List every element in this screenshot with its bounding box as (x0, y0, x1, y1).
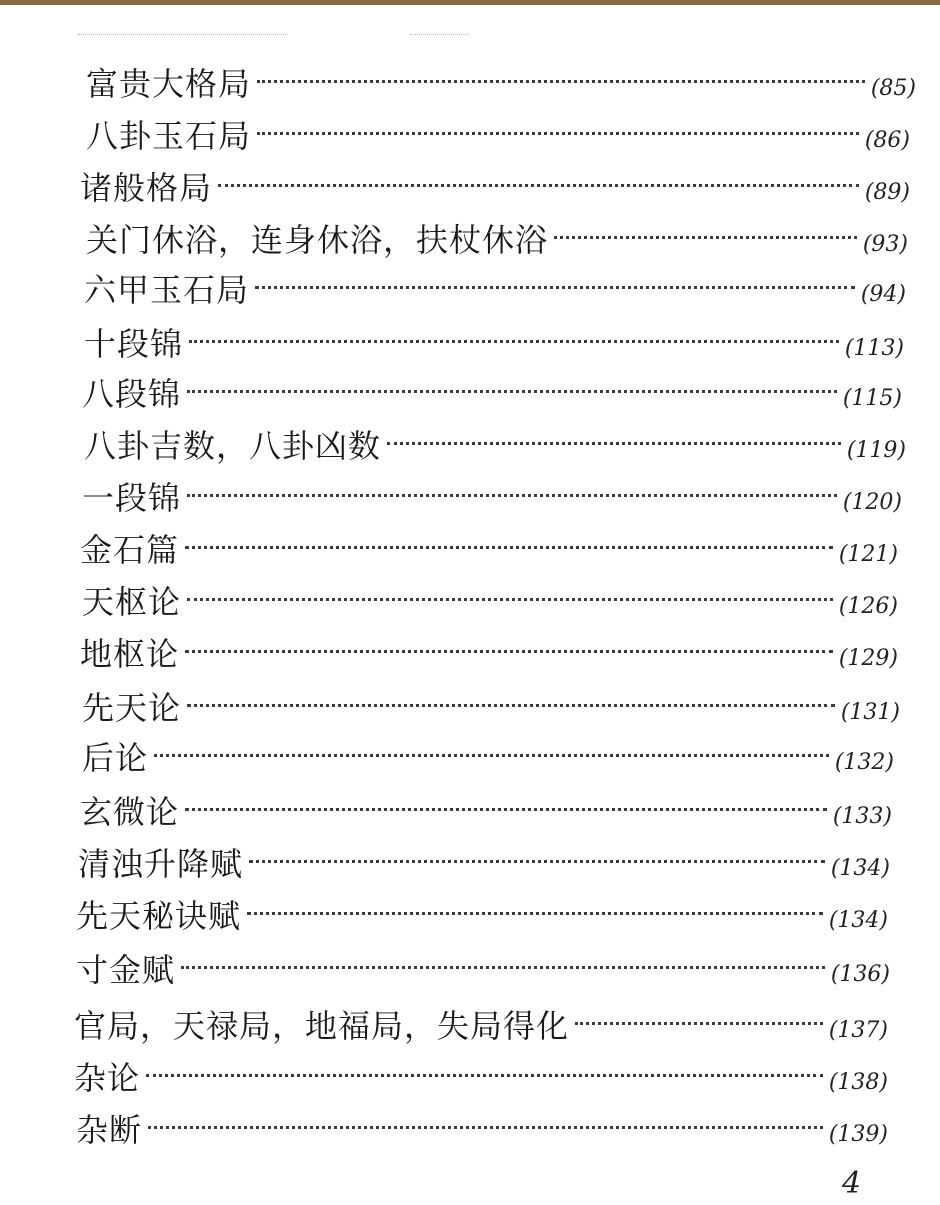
dotted-leader (247, 912, 823, 915)
toc-entry-page: (93) (862, 232, 908, 257)
dotted-leader (185, 546, 833, 549)
dotted-leader (554, 236, 857, 239)
page-number: 4 (842, 1166, 862, 1201)
toc-entry-title: 一段锦 (82, 479, 182, 517)
toc-entry-page: (134) (828, 908, 888, 933)
toc-entry-title: 八卦玉石局 (86, 117, 252, 155)
toc-entry-title: 杂断 (76, 1111, 143, 1149)
toc-entry (80, 788, 892, 836)
dotted-leader (154, 754, 829, 757)
toc-entry (84, 266, 906, 314)
toc-entry-title: 天枢论 (82, 583, 182, 621)
toc-entry (82, 734, 894, 782)
toc-entry-page: (121) (838, 542, 898, 567)
toc-entry (80, 526, 898, 574)
toc-entry-title: 玄微论 (80, 793, 180, 831)
toc-entry-title: 八卦吉数，八卦凶数 (84, 427, 382, 465)
toc-entry-title: 富贵大格局 (86, 65, 252, 103)
dotted-leader (148, 1126, 823, 1129)
toc-entry-page: (94) (860, 282, 906, 307)
toc-entry-page: (136) (830, 962, 890, 987)
toc-entry (76, 1106, 888, 1154)
dotted-leader (146, 1074, 823, 1077)
dotted-leader (255, 286, 855, 289)
toc-entry (80, 164, 910, 212)
dotted-leader (187, 390, 837, 393)
toc-entry (84, 422, 906, 470)
toc-entry-title: 地枢论 (80, 635, 180, 673)
toc-entry-title: 官局，天禄局，地福局，失局得化 (74, 1007, 570, 1045)
toc-entry-page: (139) (828, 1122, 888, 1147)
toc-entry-title: 关门休浴，连身休浴，扶杖休浴 (86, 221, 549, 259)
toc-entry-title: 杂论 (74, 1059, 141, 1097)
toc-entry-title: 后论 (82, 739, 149, 777)
toc-entry-page: (126) (838, 594, 898, 619)
toc-entry-page: (113) (844, 336, 904, 361)
toc-entry-page: (119) (846, 438, 906, 463)
toc-entry (86, 60, 916, 108)
toc-entry (86, 216, 908, 264)
toc-entry-title: 寸金赋 (76, 951, 176, 989)
toc-entry-title: 六甲玉石局 (84, 271, 250, 309)
toc-entry (74, 1054, 888, 1102)
toc-entry-page: (132) (834, 750, 894, 775)
toc-entry-title: 十段锦 (84, 325, 184, 363)
toc-entry (84, 320, 904, 368)
dotted-leader (185, 808, 827, 811)
toc-entry (86, 112, 910, 160)
dotted-leader (218, 184, 859, 187)
dotted-leader (575, 1022, 823, 1025)
toc-entry-page: (137) (828, 1018, 888, 1043)
toc-entry-title: 先天秘诀赋 (76, 897, 242, 935)
dotted-leader (387, 442, 841, 445)
toc-entry-page: (86) (864, 128, 910, 153)
dotted-leader (187, 598, 833, 601)
dotted-leader (187, 494, 837, 497)
toc-entry-page: (134) (830, 856, 890, 881)
dotted-leader (185, 650, 833, 653)
toc-entry-title: 先天论 (82, 689, 182, 727)
dotted-leader (249, 860, 825, 863)
toc-entry (82, 474, 902, 522)
toc-entry-title: 清浊升降赋 (78, 845, 244, 883)
toc-entry-title: 诸般格局 (80, 169, 213, 207)
toc-entry (76, 946, 890, 994)
toc-entry-page: (115) (842, 386, 902, 411)
toc-entry-page: (138) (828, 1070, 888, 1095)
dotted-leader (189, 340, 839, 343)
dotted-leader (257, 80, 865, 83)
toc-entry-page: (131) (840, 700, 900, 725)
toc-entry (82, 578, 898, 626)
toc-entry-page: (85) (870, 76, 916, 101)
toc-entry (74, 1002, 888, 1050)
toc-entry (82, 370, 902, 418)
toc-entry-page: (89) (864, 180, 910, 205)
dotted-leader (187, 704, 835, 707)
toc-entry (82, 684, 900, 732)
toc-entry (80, 630, 898, 678)
toc-entry-page: (133) (832, 804, 892, 829)
dotted-leader (257, 132, 859, 135)
toc-entry (76, 892, 888, 940)
toc-entry-title: 八段锦 (82, 375, 182, 413)
dotted-leader (181, 966, 825, 969)
toc-entry-title: 金石篇 (80, 531, 180, 569)
toc-entry-page: (129) (838, 646, 898, 671)
toc-entry (78, 840, 890, 888)
toc-entry-page: (120) (842, 490, 902, 515)
